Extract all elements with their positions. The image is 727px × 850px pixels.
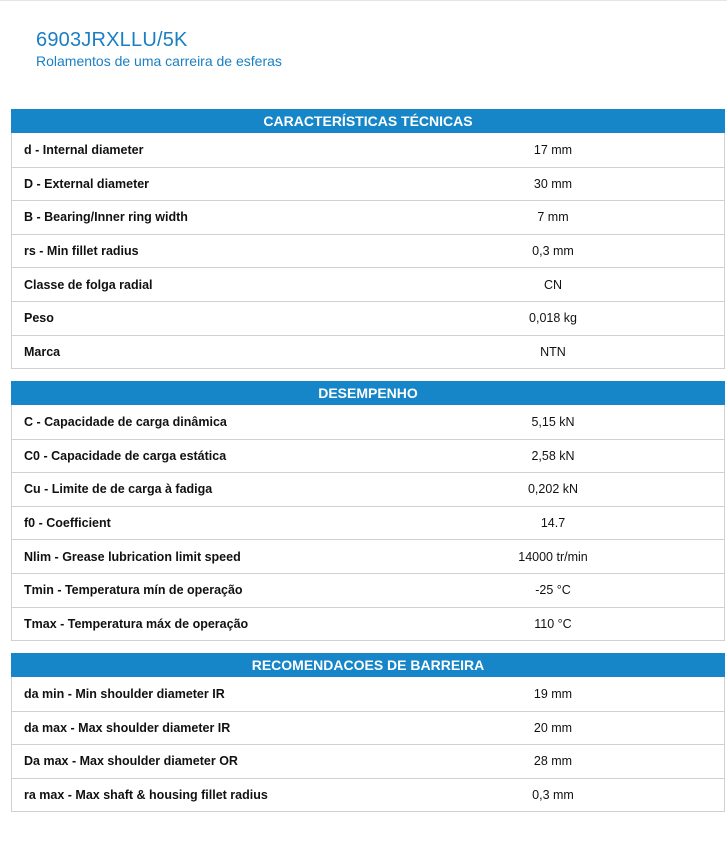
row-label: da min - Min shoulder diameter IR bbox=[24, 686, 225, 701]
row-value: CN bbox=[543, 277, 563, 292]
table-row bbox=[12, 607, 724, 641]
table-row bbox=[12, 677, 724, 711]
row-value: 110 °C bbox=[534, 616, 572, 631]
row-value: 0,3 mm bbox=[532, 244, 574, 259]
row-value: -25 °C bbox=[535, 583, 571, 598]
row-label: Classe de folga radial bbox=[24, 277, 153, 292]
section-header: CARACTERÍSTICAS TÉCNICAS bbox=[11, 109, 725, 133]
table-row bbox=[12, 301, 724, 335]
table-row bbox=[12, 711, 724, 745]
row-value: 0,018 kg bbox=[529, 311, 577, 326]
table-row bbox=[12, 573, 724, 607]
row-label: Peso bbox=[24, 311, 54, 326]
row-value: 28 mm bbox=[533, 754, 573, 769]
section-performance bbox=[11, 381, 725, 641]
row-label: Nlim - Grease lubrication limit speed bbox=[24, 549, 241, 564]
row-value: NTN bbox=[540, 344, 566, 359]
row-value: 30 mm bbox=[533, 176, 573, 191]
section-barrier-recommendations bbox=[11, 653, 725, 812]
table-row bbox=[12, 539, 724, 573]
row-label: D - External diameter bbox=[24, 176, 150, 191]
row-value: 20 mm bbox=[533, 720, 573, 735]
section-header: DESEMPENHO bbox=[11, 381, 725, 405]
row-label: C - Capacidade de carga dinâmica bbox=[24, 414, 227, 429]
table-row bbox=[12, 506, 724, 540]
row-label: C0 - Capacidade de carga estática bbox=[24, 448, 227, 463]
row-label: da max - Max shoulder diameter IR bbox=[24, 720, 231, 735]
row-label: Marca bbox=[24, 344, 61, 359]
table-row bbox=[12, 200, 724, 234]
table-row bbox=[12, 335, 724, 369]
table-row bbox=[12, 439, 724, 473]
table-row bbox=[12, 267, 724, 301]
table-row bbox=[12, 472, 724, 506]
row-value: 14000 tr/min bbox=[518, 549, 588, 564]
section-header: RECOMENDACOES DE BARREIRA bbox=[11, 653, 725, 677]
row-label: ra max - Max shaft & housing fillet radius bbox=[24, 788, 268, 803]
row-value: 7 mm bbox=[537, 210, 569, 225]
table-row bbox=[12, 133, 724, 167]
product-code: 6903JRXLLU/5K bbox=[36, 29, 188, 51]
row-value: 0,3 mm bbox=[532, 788, 574, 803]
row-value: 5,15 kN bbox=[531, 414, 575, 429]
row-label: Cu - Limite de de carga à fadiga bbox=[24, 482, 213, 497]
row-label: Da max - Max shoulder diameter OR bbox=[24, 754, 238, 769]
table-row bbox=[12, 405, 724, 439]
table-row bbox=[12, 167, 724, 201]
row-value: 19 mm bbox=[533, 686, 573, 701]
row-value: 2,58 kN bbox=[531, 448, 575, 463]
row-label: Tmin - Temperatura mín de operação bbox=[24, 583, 243, 598]
table-row bbox=[12, 744, 724, 778]
table-row bbox=[12, 234, 724, 268]
product-header bbox=[36, 28, 282, 69]
row-label: rs - Min fillet radius bbox=[24, 244, 139, 259]
section-technical-characteristics bbox=[11, 109, 725, 369]
row-value: 14.7 bbox=[540, 516, 566, 531]
top-divider bbox=[0, 0, 727, 1]
product-subtitle: Rolamentos de uma carreira de esferas bbox=[36, 53, 282, 69]
row-label: d - Internal diameter bbox=[24, 142, 144, 157]
table-row bbox=[12, 778, 724, 812]
row-value: 0,202 kN bbox=[527, 482, 579, 497]
row-label: Tmax - Temperatura máx de operação bbox=[24, 616, 249, 631]
row-value: 17 mm bbox=[533, 142, 573, 157]
row-label: f0 - Coefficient bbox=[24, 516, 111, 531]
row-label: B - Bearing/Inner ring width bbox=[24, 210, 188, 225]
